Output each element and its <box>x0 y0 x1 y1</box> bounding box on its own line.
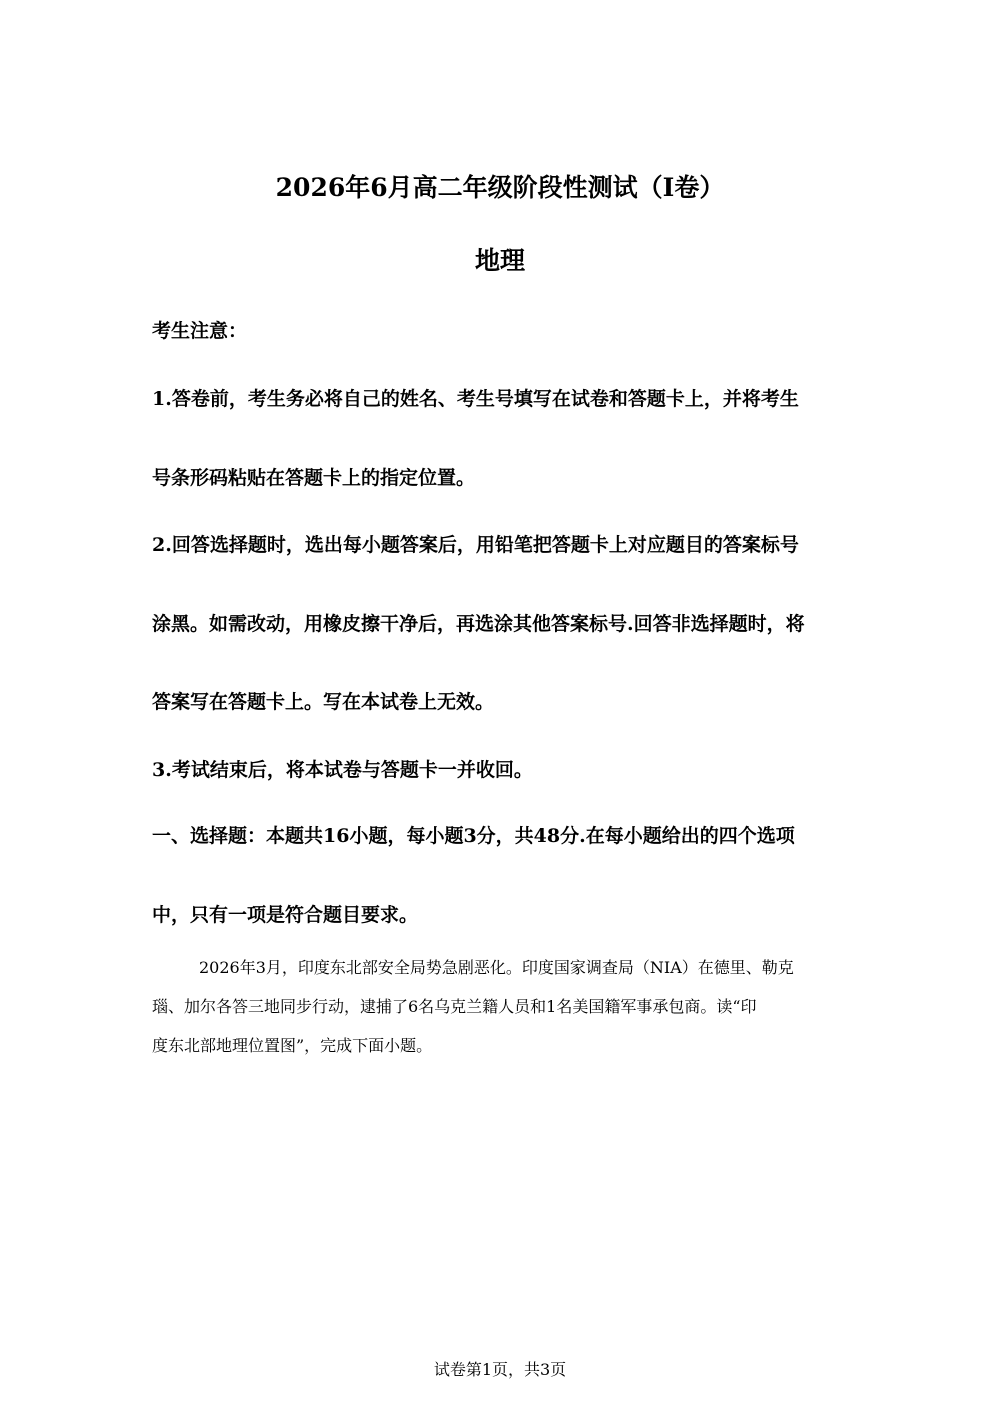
passage-line: 瑙、加尔各答三地同步行动，逮捕了6名乌克兰籍人员和1名美国籍军事承包商。读“印 <box>152 997 757 1016</box>
section-heading-line: 中，只有一项是符合题目要求。 <box>152 904 419 926</box>
subject-title: 地理 <box>474 246 525 275</box>
passage-line: 度东北部地理位置图”，完成下面小题。 <box>152 1036 433 1055</box>
section-heading-line: 一、选择题：本题共16小题，每小题3分，共48分.在每小题给出的四个选项 <box>152 825 795 847</box>
passage-line: 2026年3月，印度东北部安全局势急剧恶化。印度国家调查局（NIA）在德里、勒克 <box>199 958 794 977</box>
notice-line: 3.考试结束后，将本试卷与答题卡一并收回。 <box>152 759 533 781</box>
notice-heading: 考生注意： <box>152 320 248 342</box>
exam-title: 2026年6月高二年级阶段性测试（I卷） <box>275 173 725 202</box>
notice-line: 答案写在答题卡上。写在本试卷上无效。 <box>152 691 495 713</box>
notice-line: 涂黑。如需改动，用橡皮擦干净后，再选涂其他答案标号.回答非选择题时，将 <box>152 613 805 635</box>
notice-line: 2.回答选择题时，选出每小题答案后，用铅笔把答题卡上对应题目的答案标号 <box>152 534 799 556</box>
notice-line: 1.答卷前，考生务必将自己的姓名、考生号填写在试卷和答题卡上，并将考生 <box>152 388 799 410</box>
page-footer: 试卷第1页，共3页 <box>433 1360 567 1379</box>
notice-line: 号条形码粘贴在答题卡上的指定位置。 <box>152 467 476 489</box>
